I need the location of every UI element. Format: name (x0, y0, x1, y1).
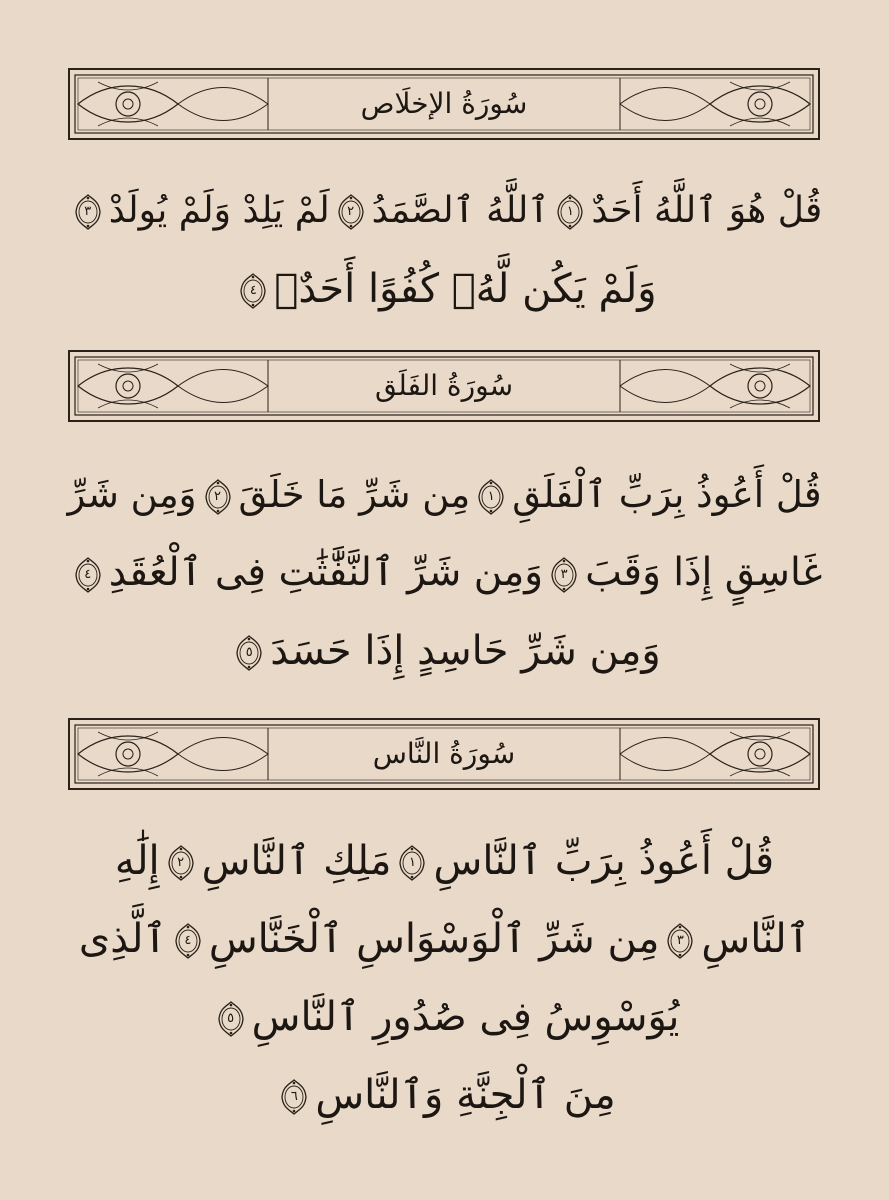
ayah-number-marker (234, 635, 264, 671)
ayah-number-marker (203, 479, 233, 515)
surah-title-banner (68, 68, 820, 140)
verse-text: قُلْ أَعُوذُ بِرَبِّ ٱلْفَلَقِ (512, 473, 822, 516)
ayah-number: ٣ (560, 566, 568, 582)
ayah-number-marker (238, 273, 268, 309)
surah-title: سُورَةُ النَّاس (372, 737, 516, 770)
verse-text: قُلْ هُوَ ٱللَّهُ أَحَدٌ (591, 190, 823, 231)
verse-line (60, 978, 829, 1056)
verse-text: غَاسِقٍ إِذَا وَقَبَ (585, 550, 823, 595)
ayah-number-marker (73, 557, 103, 593)
ayah-number: ٣ (676, 933, 684, 948)
ayah-number-marker (279, 1079, 309, 1115)
ayah-number: ٢ (177, 855, 185, 870)
verse-line (60, 172, 829, 250)
surah-title: سُورَةُ الإخلَاص (360, 87, 528, 120)
verse-text: يُوَسْوِسُ فِى صُدُورِ ٱلنَّاسِ (251, 994, 680, 1040)
ayah-number: ٥ (245, 645, 253, 660)
ayah-number-marker (665, 923, 695, 959)
verse-line (60, 612, 829, 690)
verse-text: وَلَمْ يَكُن لَّهُۥ كُفُوًا أَحَدٌۢ (274, 266, 657, 312)
verse-text: وَمِن شَرِّ (67, 473, 197, 516)
surah-verses (60, 172, 829, 328)
surah-title: سُورَةُ الفَلَق (374, 369, 514, 402)
ayah-number-marker (397, 845, 427, 881)
verse-line (60, 822, 829, 900)
verse-line (60, 250, 829, 328)
verse-line (60, 534, 829, 612)
verse-text: وَمِن شَرِّ ٱلنَّفَّٰثَٰتِ فِى ٱلْعُقَدِ (108, 550, 544, 595)
ayah-number: ١ (408, 855, 416, 870)
verse-text: إِلَٰهِ (114, 838, 160, 884)
verse-line (60, 456, 829, 534)
verse-text: لَمْ يَلِدْ وَلَمْ يُولَدْ (108, 190, 330, 231)
verse-text: ٱللَّهُ ٱلصَّمَدُ (371, 190, 550, 231)
verse-text: ٱلنَّاسِ (701, 916, 811, 962)
verse-text: مِنَ ٱلْجِنَّةِ وَٱلنَّاسِ (315, 1072, 616, 1118)
ayah-number: ٦ (290, 1089, 298, 1104)
ayah-number-marker (476, 479, 506, 515)
verse-text: قُلْ أَعُوذُ بِرَبِّ ٱلنَّاسِ (433, 838, 775, 884)
ayah-number: ٣ (84, 204, 92, 219)
verse-line (60, 1056, 829, 1134)
surah-verses (60, 456, 829, 690)
ayah-number-marker (216, 1001, 246, 1037)
ayah-number: ٢ (214, 488, 221, 504)
verse-text: مِن شَرِّ مَا خَلَقَ (238, 473, 471, 516)
ayah-number: ٤ (84, 566, 92, 582)
ayah-number-marker (336, 194, 366, 230)
ayah-number: ٤ (249, 283, 257, 298)
verse-text: ٱلَّذِى (78, 916, 167, 962)
surah-title-banner (68, 718, 820, 790)
ayah-number-marker (73, 194, 103, 230)
ayah-number: ٢ (347, 204, 355, 219)
surah-title-banner (68, 350, 820, 422)
ayah-number-marker (555, 194, 585, 230)
ayah-number: ١ (487, 488, 495, 504)
ayah-number-marker (549, 557, 579, 593)
verse-text: وَمِن شَرِّ حَاسِدٍ إِذَا حَسَدَ (270, 628, 661, 674)
surah-verses (60, 822, 829, 1134)
verse-line (60, 900, 829, 978)
ayah-number: ٥ (227, 1011, 235, 1026)
ayah-number-marker (166, 845, 196, 881)
verse-text: مِن شَرِّ ٱلْوَسْوَاسِ ٱلْخَنَّاسِ (208, 916, 660, 962)
ayah-number: ١ (566, 204, 574, 219)
ayah-number-marker (173, 923, 203, 959)
verse-text: مَلِكِ ٱلنَّاسِ (201, 838, 392, 884)
ayah-number: ٤ (184, 933, 192, 948)
